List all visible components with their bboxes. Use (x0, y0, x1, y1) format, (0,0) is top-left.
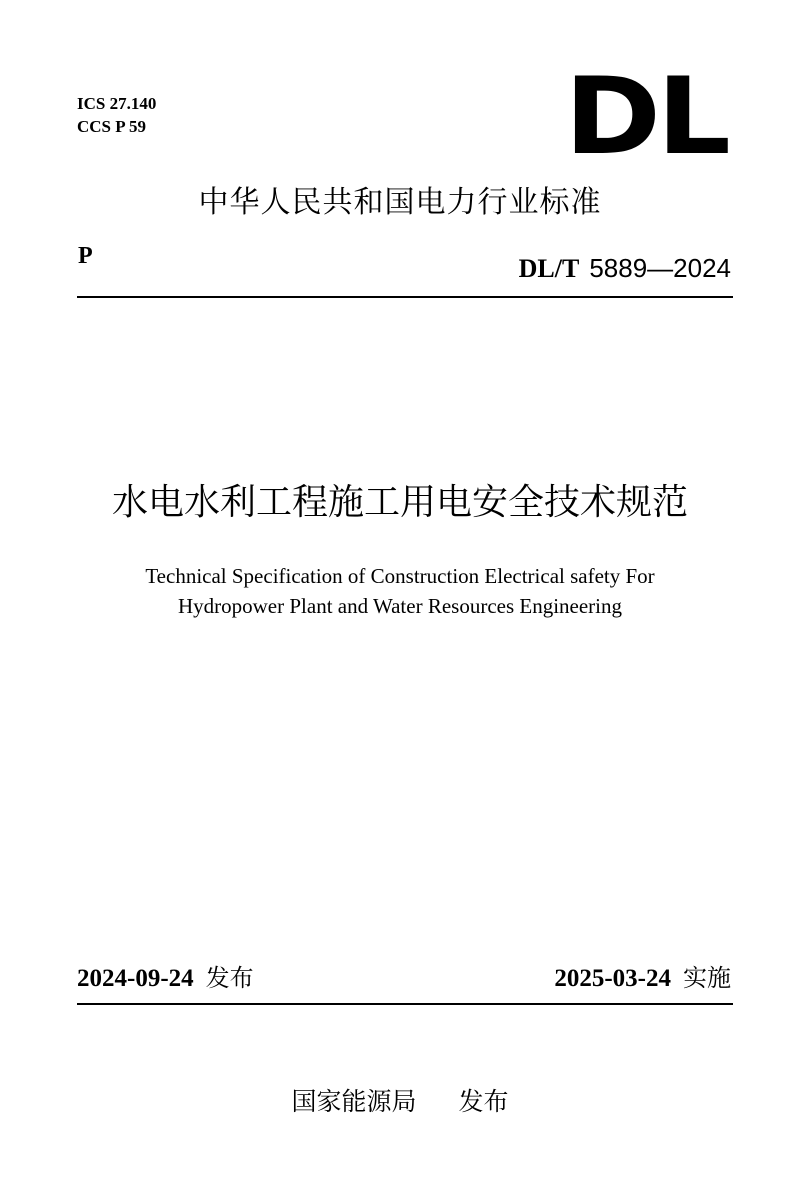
dl-logo: DL (564, 55, 727, 178)
issuer-publish-label: 发布 (458, 1087, 509, 1116)
release-date-line (77, 963, 254, 994)
title-english-line-1: Technical Specification of Construction Electrical safety For (145, 564, 655, 588)
effective-date: 2025-03-24 (554, 965, 671, 992)
standard-number-value: 5889—2024 (589, 253, 731, 283)
effective-label: 实施 (683, 964, 731, 992)
issuer-name: 国家能源局 (291, 1087, 417, 1116)
release-label: 发布 (205, 964, 254, 992)
title-english-line-2: Hydropower Plant and Water Resources Engineering (177, 594, 623, 618)
top-divider (77, 296, 733, 298)
bottom-divider (77, 1003, 733, 1005)
standard-number (519, 253, 731, 284)
release-date: 2024-09-24 (77, 965, 194, 992)
issuer-line (0, 1087, 800, 1117)
ics-code: ICS 27.140 (77, 94, 157, 113)
standard-number-prefix: DL/T (518, 254, 580, 283)
ccs-code: CCS P 59 (77, 117, 146, 136)
title-chinese: 水电水利工程施工用电安全技术规范 (111, 482, 688, 523)
industry-standard-heading: 中华人民共和国电力行业标准 (198, 185, 602, 220)
effective-date-line (554, 963, 731, 994)
category-letter: P (78, 243, 93, 269)
